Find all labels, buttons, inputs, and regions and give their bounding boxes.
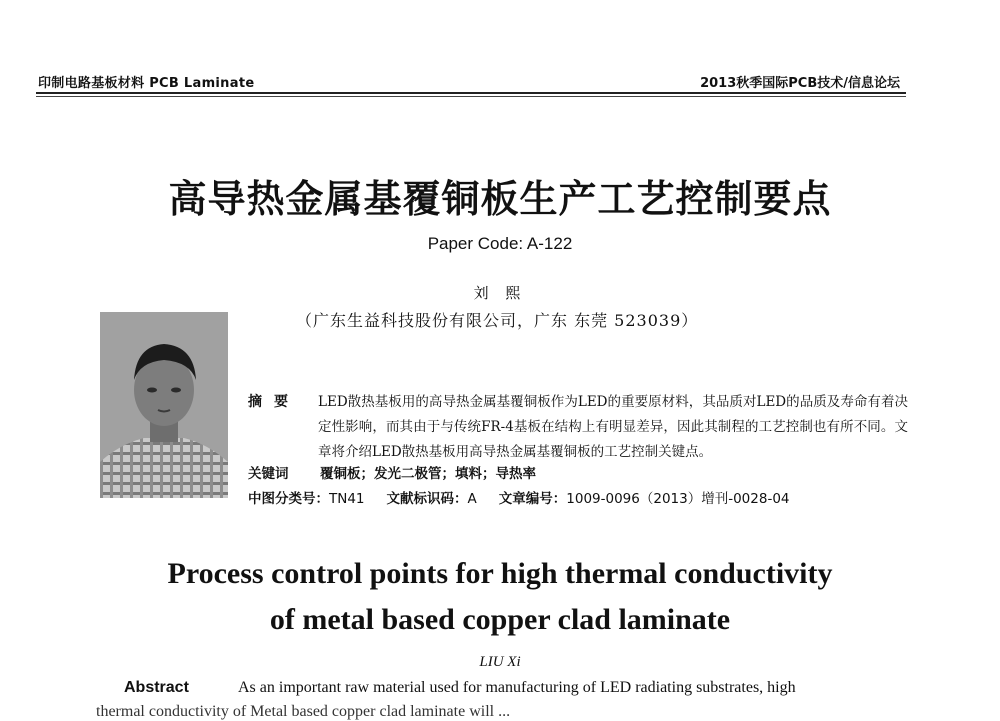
running-header-left: 印制电路基板材料 PCB Laminate bbox=[38, 76, 255, 91]
article-number-value: 1009-0096（2013）增刊-0028-04 bbox=[566, 491, 790, 507]
author-photo bbox=[100, 312, 228, 498]
author-portrait-image bbox=[100, 312, 228, 498]
abstract-en-text-line2: thermal conductivity of Metal based copper clad laminate will ... bbox=[96, 703, 511, 720]
author-english: LIU Xi bbox=[479, 654, 521, 670]
doc-code-label: 文献标识码： bbox=[386, 491, 468, 507]
classification-line bbox=[248, 487, 790, 507]
article-number-label: 文章编号： bbox=[498, 491, 567, 507]
doc-code-value: A bbox=[467, 491, 477, 507]
clc-value: TN41 bbox=[329, 491, 365, 507]
clc-label: 中图分类号： bbox=[248, 491, 329, 507]
keywords-cn-text: 覆铜板；发光二极管；填料；导热率 bbox=[320, 466, 536, 482]
keywords-cn-label: 关键词 bbox=[248, 466, 289, 482]
paper-code: Paper Code: A-122 bbox=[427, 234, 573, 253]
header-rule bbox=[36, 92, 906, 94]
paper-title-english-line2: of metal based copper clad laminate bbox=[269, 603, 731, 636]
abstract-en-text-line1: As an important raw material used for manufacturing of LED radiating substrates, high bbox=[238, 679, 796, 696]
affiliation-chinese: （广东生益科技股份有限公司，广东 东莞 523039） bbox=[296, 311, 699, 330]
abstract-en-label: Abstract bbox=[124, 679, 189, 696]
abstract-cn-label: 摘要 bbox=[248, 394, 300, 410]
abstract-cn-text: LED散热基板用的高导热金属基覆铜板作为LED的重要原材料，其品质对LED的品质及寿命有着决定性影响，而其由于与传统FR-4基板在结构上有明显差异，因此其制程的工艺控制也有所不同。文章将介绍LED散热基板用高导热金属基覆铜板的工艺控制关键点。 bbox=[318, 394, 908, 460]
paper-title-english-line1: Process control points for high thermal conductivity bbox=[167, 557, 833, 590]
paper-title-chinese: 高导热金属基覆铜板生产工艺控制要点 bbox=[168, 177, 832, 221]
author-chinese: 刘 熙 bbox=[473, 284, 527, 302]
running-header-right: 2013秋季国际PCB技术/信息论坛 bbox=[700, 76, 900, 91]
header-rule-thin bbox=[36, 96, 906, 97]
